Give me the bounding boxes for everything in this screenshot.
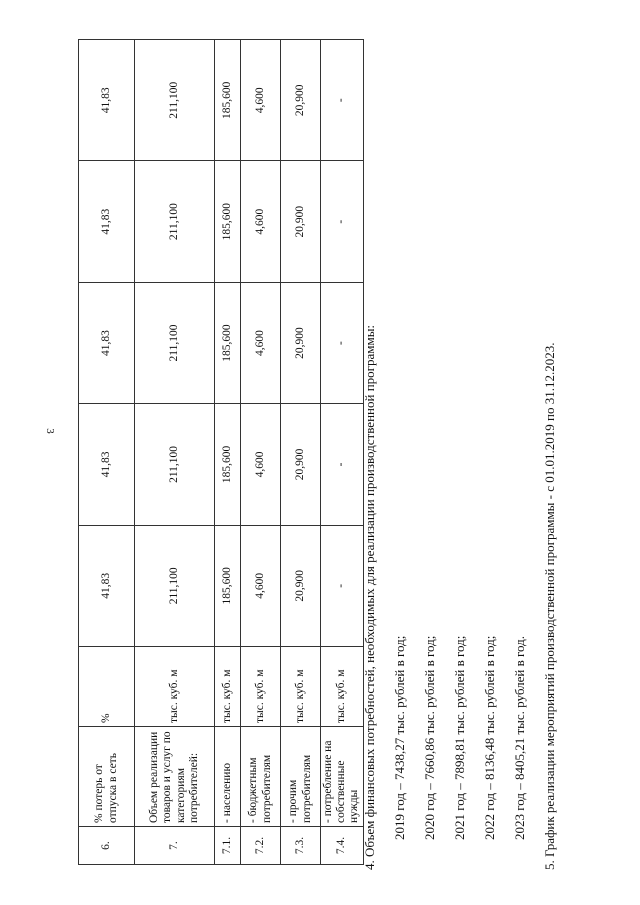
row-value: 211,100 <box>135 282 215 403</box>
page-number: 3 <box>44 428 56 434</box>
row-value: 41,83 <box>79 404 135 525</box>
table-row <box>79 40 135 865</box>
row-value: 185,600 <box>215 161 241 282</box>
row-value: 211,100 <box>135 161 215 282</box>
finance-year-line: 2021 год – 7898,81 тыс. рублей в год; <box>452 635 467 840</box>
row-name: - потребление на собственные нужды <box>321 727 364 827</box>
program-table-container <box>78 39 364 865</box>
row-value: 185,600 <box>215 404 241 525</box>
row-value: 4,600 <box>241 40 281 161</box>
row-number: 7.4. <box>321 827 364 865</box>
row-value: 20,900 <box>281 282 321 403</box>
row-value: 20,900 <box>281 525 321 646</box>
row-value: 211,100 <box>135 404 215 525</box>
row-number: 6. <box>79 827 135 865</box>
row-value: 4,600 <box>241 525 281 646</box>
section-5-heading: 5. График реализации мероприятий производственной программы - с 01.01.2019 по 31.12.2023. <box>542 342 557 870</box>
section-4-heading: 4. Объем финансовых потребностей, необходимых для реализации производственной программы: <box>362 324 377 870</box>
row-unit: тыс. куб. м <box>321 647 364 727</box>
row-number: 7. <box>135 827 215 865</box>
finance-year-line: 2022 год – 8136,48 тыс. рублей в год; <box>482 635 497 840</box>
row-value: 4,600 <box>241 161 281 282</box>
row-value: 20,900 <box>281 404 321 525</box>
finance-year-line: 2020 год – 7660,86 тыс. рублей в год; <box>422 635 437 840</box>
row-value: - <box>321 525 364 646</box>
row-value: 4,600 <box>241 282 281 403</box>
row-name: Объем реализации товаров и услуг по категориям потребителей: <box>135 727 215 827</box>
row-value: 185,600 <box>215 282 241 403</box>
row-name: - прочим потребителям <box>281 727 321 827</box>
finance-year-line: 2023 год – 8405,21 тыс. рублей в год. <box>512 636 527 840</box>
table-row <box>135 40 215 865</box>
document-body <box>355 50 565 870</box>
row-value: 41,83 <box>79 282 135 403</box>
row-unit: тыс. куб. м <box>241 647 281 727</box>
finance-year-line: 2019 год – 7438,27 тыс. рублей в год; <box>392 635 407 840</box>
row-value: 211,100 <box>135 525 215 646</box>
row-unit: тыс. куб. м <box>135 647 215 727</box>
row-number: 7.3. <box>281 827 321 865</box>
row-unit: % <box>79 647 135 727</box>
row-value: 185,600 <box>215 40 241 161</box>
row-unit: тыс. куб. м <box>281 647 321 727</box>
row-name: - населению <box>215 727 241 827</box>
row-value: - <box>321 40 364 161</box>
row-value: 41,83 <box>79 161 135 282</box>
row-unit: тыс. куб. м <box>215 647 241 727</box>
row-value: 185,600 <box>215 525 241 646</box>
row-value: 20,900 <box>281 40 321 161</box>
row-value: 211,100 <box>135 40 215 161</box>
table-row <box>215 40 241 865</box>
row-value: - <box>321 282 364 403</box>
program-table <box>78 39 364 865</box>
table-row <box>241 40 281 865</box>
row-name: % потерь от отпуска в сеть <box>79 727 135 827</box>
row-value: - <box>321 404 364 525</box>
row-value: 4,600 <box>241 404 281 525</box>
row-number: 7.2. <box>241 827 281 865</box>
row-number: 7.1. <box>215 827 241 865</box>
row-value: - <box>321 161 364 282</box>
row-name: - бюджетным потребителям <box>241 727 281 827</box>
row-value: 20,900 <box>281 161 321 282</box>
row-value: 41,83 <box>79 40 135 161</box>
row-value: 41,83 <box>79 525 135 646</box>
table-row <box>281 40 321 865</box>
